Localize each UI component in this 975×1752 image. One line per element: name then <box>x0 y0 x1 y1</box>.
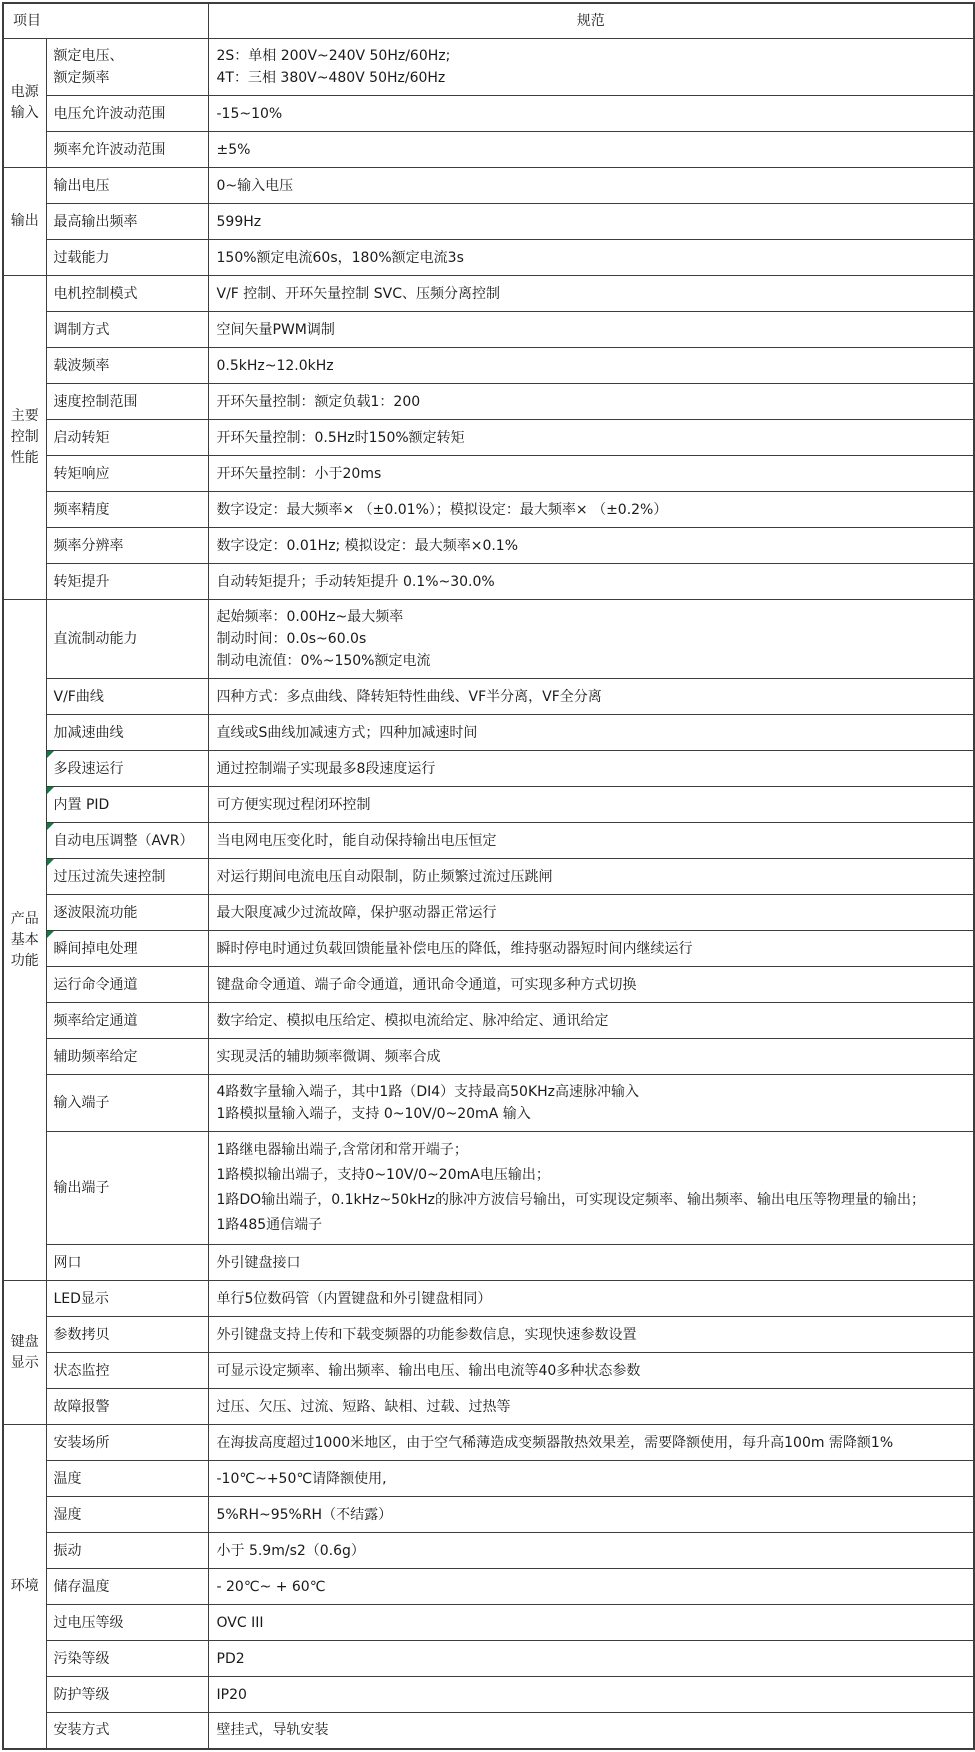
spec-value: 当电网电压变化时，能自动保持输出电压恒定 <box>208 823 974 859</box>
table-row <box>3 1003 974 1039</box>
spec-value: 开环矢量控制：0.5Hz时150%额定转矩 <box>208 420 974 456</box>
table-row <box>3 1245 974 1281</box>
table-row <box>3 420 974 456</box>
spec-item-label: 输出端子 <box>46 1132 208 1245</box>
table-row <box>3 1389 974 1425</box>
spec-value: 直线或S曲线加减速方式；四种加减速时间 <box>208 715 974 751</box>
spec-item-label: 辅助频率给定 <box>46 1039 208 1075</box>
spec-item-label: 逐波限流功能 <box>46 895 208 931</box>
spec-value: IP20 <box>208 1677 974 1713</box>
spec-item-label: 额定电压、 额定频率 <box>46 39 208 96</box>
spec-item-label: LED显示 <box>46 1281 208 1317</box>
table-row <box>3 895 974 931</box>
spec-value: 对运行期间电流电压自动限制，防止频繁过流过压跳闸 <box>208 859 974 895</box>
spec-value: 单行5位数码管（内置键盘和外引键盘相同） <box>208 1281 974 1317</box>
spec-item-label: 直流制动能力 <box>46 600 208 679</box>
spec-item-label: 湿度 <box>46 1497 208 1533</box>
group-basic-functions <box>3 600 974 1281</box>
table-row <box>3 679 974 715</box>
table-row <box>3 1317 974 1353</box>
table-row <box>3 312 974 348</box>
group-cell-main-control: 主要控制性能 <box>3 276 46 600</box>
spec-value: ±5% <box>208 132 974 168</box>
spec-value: - 20℃~ + 60℃ <box>208 1569 974 1605</box>
spec-item-label: 故障报警 <box>46 1389 208 1425</box>
spec-value: PD2 <box>208 1641 974 1677</box>
spec-item-label: 内置 PID <box>46 787 208 823</box>
table-row <box>3 1039 974 1075</box>
group-cell-keypad-display: 键盘显示 <box>3 1281 46 1425</box>
spec-value: 开环矢量控制：小于20ms <box>208 456 974 492</box>
table-row <box>3 1132 974 1245</box>
spec-value: -10℃~+50℃请降额使用, <box>208 1461 974 1497</box>
table-row <box>3 1497 974 1533</box>
group-keypad-display <box>3 1281 974 1425</box>
spec-value: 2S：单相 200V~240V 50Hz/60Hz; 4T：三相 380V~480V 50Hz/60Hz <box>208 39 974 96</box>
spec-item-label: 过压过流失速控制 <box>46 859 208 895</box>
table-row <box>3 132 974 168</box>
table-row <box>3 456 974 492</box>
table-row <box>3 1641 974 1677</box>
spec-value: 4路数字量输入端子，其中1路（DI4）支持最高50KHz高速脉冲输入 1路模拟量输入端子，支持 0~10V/0~20mA 输入 <box>208 1075 974 1132</box>
table-row <box>3 1425 974 1461</box>
table-row <box>3 384 974 420</box>
spec-item-label: 频率给定通道 <box>46 1003 208 1039</box>
spec-value: 0.5kHz~12.0kHz <box>208 348 974 384</box>
table-header <box>3 3 974 39</box>
header-item-column: 项目 <box>3 3 208 39</box>
spec-value: 空间矢量PWM调制 <box>208 312 974 348</box>
table-row <box>3 931 974 967</box>
spec-item-label: 网口 <box>46 1245 208 1281</box>
spec-item-label: 自动电压调整（AVR） <box>46 823 208 859</box>
spec-value: 数字设定：最大频率× （±0.01%）；模拟设定：最大频率× （±0.2%） <box>208 492 974 528</box>
spec-item-label: 电机控制模式 <box>46 276 208 312</box>
group-power-input <box>3 39 974 168</box>
spec-value: 外引键盘支持上传和下载变频器的功能参数信息，实现快速参数设置 <box>208 1317 974 1353</box>
spec-item-label: 速度控制范围 <box>46 384 208 420</box>
spec-item-label: 安装方式 <box>46 1713 208 1749</box>
spec-item-label: 安装场所 <box>46 1425 208 1461</box>
spec-value: 1路继电器输出端子,含常闭和常开端子； 1路模拟输出端子，支持0~10V/0~20mA电压输出； 1路DO输出端子，0.1kHz~50kHz的脉冲方波信号输出，可实现设定频率、输出频率、输出电压等物理量的输出； 1路485通信端子 <box>208 1132 974 1245</box>
spec-item-label: 加减速曲线 <box>46 715 208 751</box>
spec-value: 150%额定电流60s，180%额定电流3s <box>208 240 974 276</box>
table-row <box>3 240 974 276</box>
spec-value: 数字给定、模拟电压给定、模拟电流给定、脉冲给定、通讯给定 <box>208 1003 974 1039</box>
group-main-control <box>3 276 974 600</box>
spec-item-label: 温度 <box>46 1461 208 1497</box>
spec-item-label: 转矩响应 <box>46 456 208 492</box>
spec-item-label: 电压允许波动范围 <box>46 96 208 132</box>
table-row <box>3 787 974 823</box>
spec-item-label: 振动 <box>46 1533 208 1569</box>
spec-item-label: 参数拷贝 <box>46 1317 208 1353</box>
spec-value: 最大限度减少过流故障，保护驱动器正常运行 <box>208 895 974 931</box>
spec-value: OVC III <box>208 1605 974 1641</box>
table-row <box>3 1605 974 1641</box>
spec-item-label: 频率分辨率 <box>46 528 208 564</box>
spec-item-label: 状态监控 <box>46 1353 208 1389</box>
table-row <box>3 1075 974 1132</box>
spec-item-label: 最高输出频率 <box>46 204 208 240</box>
header-row <box>3 3 974 39</box>
spec-value: 可显示设定频率、输出频率、输出电压、输出电流等40多种状态参数 <box>208 1353 974 1389</box>
group-output <box>3 168 974 276</box>
table-row <box>3 1677 974 1713</box>
table-row <box>3 1353 974 1389</box>
spec-item-label: 频率允许波动范围 <box>46 132 208 168</box>
spec-value: 壁挂式，导轨安装 <box>208 1713 974 1749</box>
spec-value: 键盘命令通道、端子命令通道，通讯命令通道，可实现多种方式切换 <box>208 967 974 1003</box>
table-row <box>3 492 974 528</box>
spec-value: -15~10% <box>208 96 974 132</box>
table-row <box>3 348 974 384</box>
spec-value: 在海拔高度超过1000米地区，由于空气稀薄造成变频器散热效果差，需要降额使用，每升高100m 需降额1% <box>208 1425 974 1461</box>
header-spec-column: 规范 <box>208 3 974 39</box>
spec-item-label: 启动转矩 <box>46 420 208 456</box>
group-cell-output: 输出 <box>3 168 46 276</box>
group-cell-environment: 环境 <box>3 1425 46 1749</box>
spec-item-label: 频率精度 <box>46 492 208 528</box>
spec-table <box>2 2 975 1750</box>
spec-value: 小于 5.9m/s2（0.6g） <box>208 1533 974 1569</box>
spec-value: 开环矢量控制：额定负载1：200 <box>208 384 974 420</box>
spec-value: 自动转矩提升；手动转矩提升 0.1%~30.0% <box>208 564 974 600</box>
spec-item-label: 输出电压 <box>46 168 208 204</box>
table-row <box>3 204 974 240</box>
table-row <box>3 1533 974 1569</box>
spec-item-label: 污染等级 <box>46 1641 208 1677</box>
table-row <box>3 168 974 204</box>
spec-item-label: 运行命令通道 <box>46 967 208 1003</box>
table-row <box>3 1569 974 1605</box>
table-row <box>3 276 974 312</box>
spec-item-label: 瞬间掉电处理 <box>46 931 208 967</box>
table-row <box>3 715 974 751</box>
spec-item-label: V/F曲线 <box>46 679 208 715</box>
spec-item-label: 过电压等级 <box>46 1605 208 1641</box>
table-row <box>3 751 974 787</box>
spec-value: V/F 控制、开环矢量控制 SVC、压频分离控制 <box>208 276 974 312</box>
spec-value: 四种方式：多点曲线、降转矩特性曲线、VF半分离，VF全分离 <box>208 679 974 715</box>
group-environment <box>3 1425 974 1749</box>
spec-item-label: 调制方式 <box>46 312 208 348</box>
spec-item-label: 过载能力 <box>46 240 208 276</box>
spec-item-label: 防护等级 <box>46 1677 208 1713</box>
spec-value: 可方便实现过程闭环控制 <box>208 787 974 823</box>
table-row <box>3 1713 974 1749</box>
spec-value: 通过控制端子实现最多8段速度运行 <box>208 751 974 787</box>
table-row <box>3 96 974 132</box>
spec-value: 599Hz <box>208 204 974 240</box>
table-row <box>3 859 974 895</box>
spec-item-label: 转矩提升 <box>46 564 208 600</box>
table-row <box>3 564 974 600</box>
spec-value: 实现灵活的辅助频率微调、频率合成 <box>208 1039 974 1075</box>
table-row <box>3 967 974 1003</box>
spec-value: 数字设定：0.01Hz; 模拟设定：最大频率×0.1% <box>208 528 974 564</box>
spec-item-label: 多段速运行 <box>46 751 208 787</box>
spec-value: 瞬时停电时通过负载回馈能量补偿电压的降低，维持驱动器短时间内继续运行 <box>208 931 974 967</box>
group-cell-power-input: 电源输入 <box>3 39 46 168</box>
table-row <box>3 823 974 859</box>
table-row <box>3 1461 974 1497</box>
table-row <box>3 528 974 564</box>
group-cell-basic-functions: 产品基本功能 <box>3 600 46 1281</box>
spec-value: 起始频率：0.00Hz~最大频率 制动时间：0.0s~60.0s 制动电流值：0%~150%额定电流 <box>208 600 974 679</box>
spec-item-label: 输入端子 <box>46 1075 208 1132</box>
table-row <box>3 39 974 96</box>
spec-item-label: 载波频率 <box>46 348 208 384</box>
spec-value: 过压、欠压、过流、短路、缺相、过载、过热等 <box>208 1389 974 1425</box>
spec-value: 外引键盘接口 <box>208 1245 974 1281</box>
table-row <box>3 600 974 679</box>
table-row <box>3 1281 974 1317</box>
spec-value: 0~输入电压 <box>208 168 974 204</box>
spec-item-label: 储存温度 <box>46 1569 208 1605</box>
spec-value: 5%RH~95%RH（不结露） <box>208 1497 974 1533</box>
